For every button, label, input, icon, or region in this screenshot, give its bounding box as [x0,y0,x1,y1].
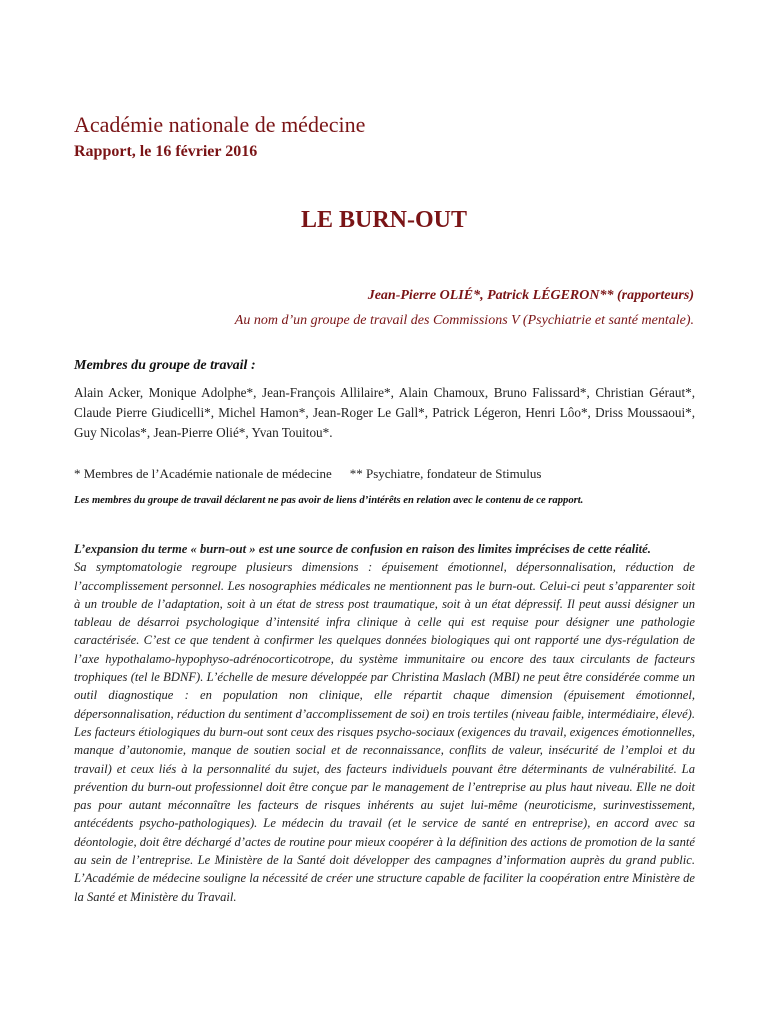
summary-lead: L’expansion du terme « burn-out » est une source de confusion en raison des limites imprécises de cette réalité. [74,542,651,556]
members-list: Alain Acker, Monique Adolphe*, Jean-François Allilaire*, Alain Chamoux, Bruno Falissard*, Christian Géraut*, Claude Pierre Giudicelli*, Michel Hamon*, Jean-Roger Le Gall*, Patrick Légeron, Henri Lôo*, Driss Moussaoui*, Guy Nicolas*, Jean-Pierre Olié*, Yvan Touitou*. [74,385,695,440]
members-heading: Membres du groupe de travail : [74,358,256,373]
document-title: LE BURN-OUT [300,207,468,233]
working-group-note: Au nom d’un groupe de travail des Commissions V (Psychiatrie et santé mentale). [234,313,694,328]
summary-body: Sa symptomatologie regroupe plusieurs dimensions : épuisement émotionnel, dépersonnalisation, réduction de l’accomplissement personnel. Les nosographies médicales ne mentionnent pas le burn-out. Celui-ci peut s’apparenter soit à un trouble de l’adaptation, soit à un état de stress post traumatique, soit à un état dépressif. Il peut aussi désigner un tableau de désarroi psychologique d’intensité infra clinique à celle qui est requise pour désigner une pathologie caractérisée. C’est ce que tendent à confirmer les quelques données biologiques qui ont rapporté une dys-régulation de l’axe hypothalamo-hypophyso-adrénocorticotrope, du système immunitaire ou encore des taux circulants de facteurs trophiques (tel le BDNF). L’échelle de mesure développée par Christina Maslach (MBI) ne peut être considérée comme un outil diagnostique : en population non clinique, elle répartit chaque dimension (épuisement émotionnel, dépersonnalisation, réduction du sentiment d’accomplissement de soi) en trois tertiles (niveau faible, intermédiaire, élevé). Les facteurs étiologiques du burn-out sont ceux des risques psycho-sociaux (exigences du travail, exigences émotionnelles, manque d’autonomie, manque de soutien social et de reconnaissance, conflits de valeur, insécurité de l’emploi et du travail) et ceux liés à la personnalité du sujet, des facteurs individuels pouvant être déterminants de vulnérabilité. La prévention du burn-out professionnel doit être conçue par le management de l’entreprise au plus haut niveau. Elle ne doit pas pour autant méconnaître les facteurs de risques inhérents au sujet lui-même (neuroticisme, surinvestissement, antécédents psycho-pathologiques). Le médecin du travail (et le service de santé en entreprise), en accord avec sa déontologie, doit être déchargé d’actes de routine pour mieux coopérer à la définition des actions de promotion de la santé au sein de l’entreprise. Le Ministère de la Santé doit développer des campagnes d’information auprès du grand public. L’Académie de médecine souligne la nécessité de créer une structure capable de faciliter la coopération entre Ministère de la Santé et Ministère du Travail. [74,560,695,904]
footnote-academy-members: * Membres de l’Académie nationale de médecine [74,466,332,481]
academy-name: Académie nationale de médecine [74,112,366,137]
summary-paragraph [74,540,695,906]
conflict-of-interest-statement: Les membres du groupe de travail déclarent ne pas avoir de liens d’intérêts en relation avec le contenu de ce rapport. [74,495,584,506]
report-date: Rapport, le 16 février 2016 [74,143,258,160]
footnote-psychiatrist: ** Psychiatre, fondateur de Stimulus [349,466,542,481]
authors-line: Jean-Pierre OLIÉ*, Patrick LÉGERON** (rapporteurs) [367,288,694,303]
footnotes [74,465,541,483]
